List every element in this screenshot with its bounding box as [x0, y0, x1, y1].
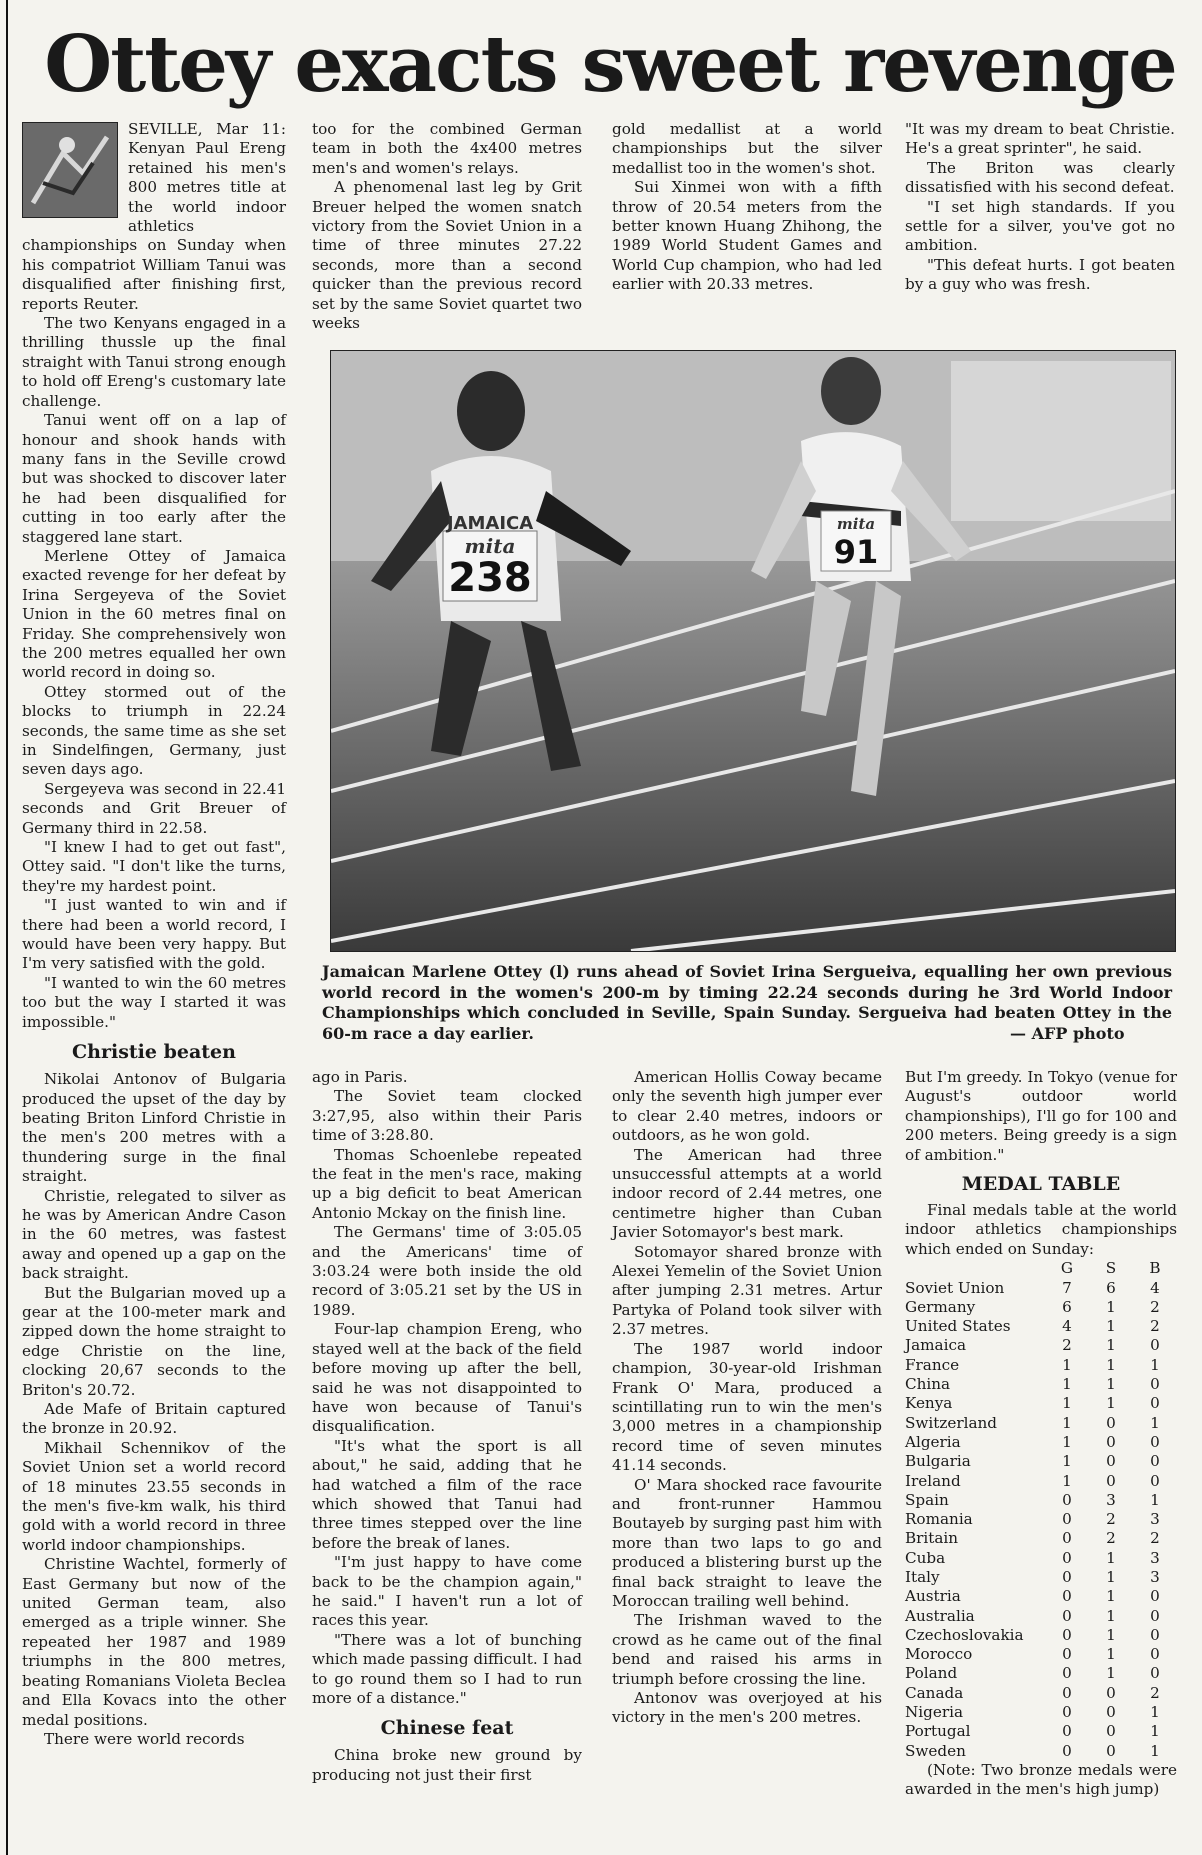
medal-bronze-count: 2 — [1150, 1683, 1160, 1702]
medal-silver-count: 2 — [1106, 1510, 1116, 1529]
medal-bronze-count: 3 — [1150, 1510, 1160, 1529]
column-2-bottom — [312, 1068, 582, 1785]
medal-gold-count: 7 — [1062, 1278, 1072, 1297]
medal-silver-count: 1 — [1106, 1568, 1116, 1586]
article-paragraph: Merlene Ottey of Jamaica exacted revenge for her defeat by Irina Sergeyeva of the Soviet Union in the 60 metres final on Friday. She comprehensively won the 200 metres equalled her own world record in doing so. — [22, 546, 286, 682]
medal-country: Soviet Union — [905, 1278, 1005, 1297]
article-paragraph: But the Bulgarian moved up a gear at the 100-meter mark and zipped down the home straight to edge Christie on the line, clocking 20,67 seconds to the Briton's 20.72. — [22, 1283, 286, 1399]
medal-bronze-count: 1 — [1150, 1703, 1160, 1722]
medal-country: Kenya — [905, 1394, 953, 1413]
medal-silver-count: 0 — [1106, 1432, 1116, 1451]
bib-left-sponsor: mita — [464, 534, 516, 558]
medal-gold-count: 0 — [1062, 1548, 1072, 1567]
article-paragraph: A phenomenal last leg by Grit Breuer helped the women snatch victory from the Soviet Union in a time of three minutes 27.22 seconds, more than a second quicker than the previous record set by the same Soviet quartet two weeks — [312, 178, 582, 333]
article-paragraph: There were world records — [44, 1729, 245, 1748]
medal-country: France — [905, 1355, 960, 1374]
medal-table-body — [905, 1279, 1177, 1761]
medal-country: Sweden — [905, 1741, 966, 1760]
article-paragraph: Tanui went off on a lap of honour and shook hands with many fans in the Seville crowd but was shocked to discover later he had been disqualified for cutting in too early after the staggered lane start. — [22, 411, 286, 546]
medal-silver-count: 1 — [1106, 1664, 1116, 1683]
article-paragraph: "I just wanted to win and if there had been a world record, I would have been very happy. But I'm very satisfied with the gold. — [22, 896, 286, 973]
article-paragraph: "I knew I had to get out fast", Ottey said. "I don't like the turns, they're my hardest point. — [22, 838, 286, 895]
article-paragraph: Ade Mafe of Britain captured the bronze in 20.92. — [22, 1400, 286, 1438]
medal-header-gold: G — [1060, 1259, 1074, 1278]
medal-country: Jamaica — [905, 1336, 967, 1355]
medal-country: Portugal — [905, 1722, 971, 1741]
subheading-christie-beaten: Christie beaten — [72, 1041, 236, 1064]
medal-country: China — [905, 1375, 951, 1394]
athletics-logo-icon — [22, 122, 118, 218]
medal-silver-count: 0 — [1106, 1722, 1116, 1741]
medal-bronze-count: 0 — [1150, 1452, 1160, 1471]
medal-silver-count: 1 — [1106, 1606, 1116, 1625]
medal-bronze-count: 1 — [1150, 1355, 1160, 1374]
medal-bronze-count: 0 — [1150, 1587, 1160, 1606]
medal-country: Czechoslovakia — [905, 1625, 1024, 1644]
article-paragraph: "This defeat hurts. I got beaten by a guy who was fresh. — [905, 255, 1175, 294]
medal-bronze-count: 0 — [1150, 1375, 1160, 1394]
medal-silver-count: 0 — [1106, 1452, 1116, 1471]
bib-right-sponsor: mita — [836, 515, 876, 533]
medal-country: Switzerland — [905, 1413, 998, 1432]
medal-gold-count: 1 — [1062, 1413, 1072, 1432]
column-4-bottom — [905, 1068, 1177, 1800]
medal-table-row — [905, 1317, 1177, 1336]
medal-bronze-count: 0 — [1150, 1394, 1160, 1413]
medal-country: Australia — [905, 1606, 975, 1625]
medal-gold-count: 0 — [1062, 1741, 1072, 1760]
medal-gold-count: 0 — [1062, 1703, 1072, 1722]
article-paragraph: Four-lap champion Ereng, who stayed well at the back of the field before moving up after the bell, said he was not disappointed to have won because of Tanui's disqualification. — [312, 1320, 582, 1436]
medal-table-row — [905, 1336, 1177, 1355]
medal-silver-count: 0 — [1106, 1471, 1116, 1490]
column-2-top — [312, 120, 582, 333]
medal-bronze-count: 1 — [1150, 1722, 1160, 1741]
article-paragraph: Sotomayor shared bronze with Alexei Yemelin of the Soviet Union after jumping 2.31 metres. Artur Partyka of Poland took silver with 2.37 metres. — [612, 1242, 882, 1339]
medal-bronze-count: 1 — [1150, 1741, 1160, 1760]
article-paragraph: ago in Paris. — [312, 1068, 408, 1086]
article-paragraph: O' Mara shocked race favourite and front-runner Hammou Boutayeb by surging past him with more than two laps to go and produced a blistering burst up the final back straight to leave the Moroccan trailing well behind. — [612, 1475, 882, 1610]
medal-country: Italy — [905, 1568, 940, 1586]
article-paragraph: Sergeyeva was second in 22.41 seconds and Grit Breuer of Germany third in 22.58. — [22, 779, 286, 837]
medal-country: Nigeria — [905, 1703, 964, 1722]
medal-gold-count: 0 — [1062, 1625, 1072, 1644]
medal-gold-count: 1 — [1062, 1355, 1072, 1374]
medal-country: Ireland — [905, 1471, 961, 1490]
medal-silver-count: 1 — [1106, 1317, 1116, 1336]
medal-silver-count: 1 — [1106, 1645, 1116, 1664]
column-3-top — [612, 120, 882, 295]
medal-bronze-count: 0 — [1150, 1471, 1160, 1490]
race-photo-illustration — [331, 351, 1175, 951]
medal-silver-count: 3 — [1106, 1490, 1116, 1509]
medal-gold-count: 1 — [1062, 1394, 1072, 1413]
article-paragraph: Sui Xinmei won with a fifth throw of 20.54 meters from the better known Huang Zhihong, the 1989 World Student Games and World Cup champion, who had led earlier with 20.33 metres. — [612, 178, 882, 294]
article-paragraph: too for the combined German team in both the 4x400 metres men's and women's relays. — [312, 120, 582, 177]
column-1 — [22, 120, 286, 1749]
medal-country: United States — [905, 1317, 1011, 1336]
medal-table-title: MEDAL TABLE — [961, 1173, 1121, 1196]
article-paragraph: Thomas Schoenlebe repeated the feat in the men's race, making up a big deficit to beat American Antonio Mckay on the finish line. — [312, 1145, 582, 1222]
column-4-top — [905, 120, 1175, 295]
medal-bronze-count: 0 — [1150, 1645, 1160, 1664]
medal-bronze-count: 1 — [1150, 1490, 1160, 1509]
medal-table-row — [905, 1568, 1177, 1587]
race-photo — [330, 350, 1176, 952]
medal-country: Poland — [905, 1664, 958, 1683]
medal-country: Bulgaria — [905, 1452, 971, 1471]
medal-table-row — [905, 1510, 1177, 1529]
medal-gold-count: 1 — [1062, 1471, 1072, 1490]
medal-silver-count: 0 — [1106, 1683, 1116, 1702]
medal-bronze-count: 1 — [1150, 1413, 1160, 1432]
medal-gold-count: 0 — [1062, 1606, 1072, 1625]
medal-table-row — [905, 1375, 1177, 1394]
medal-country: Morocco — [905, 1645, 973, 1664]
medal-table-row — [905, 1529, 1177, 1548]
medal-silver-count: 2 — [1106, 1529, 1116, 1548]
article-paragraph: American Hollis Coway became only the seventh high jumper ever to clear 2.40 metres, indoors or outdoors, as he won gold. — [612, 1068, 882, 1145]
medal-silver-count: 1 — [1106, 1625, 1116, 1644]
medal-table-row — [905, 1587, 1177, 1606]
medal-header-silver: S — [1105, 1259, 1117, 1278]
article-paragraph: "I wanted to win the 60 metres too but the way I started it was impossible." — [22, 973, 286, 1031]
medal-silver-count: 1 — [1106, 1297, 1116, 1316]
article-paragraph: The Briton was clearly dissatisfied with his second defeat. — [905, 158, 1175, 197]
left-column-rule — [6, 0, 8, 1855]
medal-bronze-count: 3 — [1150, 1568, 1160, 1586]
article-paragraph: The 1987 world indoor champion, 30-year-old Irishman Frank O' Mara, produced a scintillating run to win the men's 3,000 metres in a championship record time of seven minutes 41.14 seconds. — [612, 1339, 882, 1475]
medal-gold-count: 0 — [1062, 1587, 1072, 1606]
medal-silver-count: 1 — [1106, 1548, 1116, 1567]
medal-gold-count: 0 — [1062, 1568, 1072, 1586]
article-paragraph: The two Kenyans engaged in a thrilling thussle up the final straight with Tanui strong enough to hold off Ereng's customary late challenge. — [22, 314, 286, 410]
medal-silver-count: 1 — [1106, 1587, 1116, 1606]
article-paragraph: The Irishman waved to the crowd as he came out of the final bend and raised his arms in triumph before crossing the line. — [612, 1611, 882, 1688]
medal-gold-count: 4 — [1062, 1317, 1072, 1336]
medal-silver-count: 0 — [1106, 1703, 1116, 1722]
article-paragraph: "I'm just happy to have come back to be the champion again," he said." I haven't run a lot of races this year. — [312, 1553, 582, 1630]
column-3-bottom — [612, 1068, 882, 1728]
medal-header-country — [905, 1259, 1045, 1278]
medal-country: Canada — [905, 1683, 964, 1702]
article-paragraph: The Soviet team clocked 3:27,95, also within their Paris time of 3:28.80. — [312, 1087, 582, 1145]
medal-gold-count: 0 — [1062, 1510, 1072, 1529]
article-paragraph: SEVILLE, Mar 11: Kenyan Paul Ereng retained his men's 800 metres title at the world indoor athletics championships on Sunday when his compatriot William Tanui was disqualified after finishing first, reports Reuter. — [22, 120, 286, 313]
article-paragraph: China broke new ground by producing not just their first — [312, 1746, 582, 1784]
medal-silver-count: 0 — [1106, 1741, 1116, 1760]
article-paragraph: Ottey stormed out of the blocks to triumph in 22.24 seconds, the same time as she set in Sindelfingen, Germany, just seven days ago. — [22, 682, 286, 779]
medal-table-row — [905, 1472, 1177, 1491]
medal-table-note: (Note: Two bronze medals were awarded in the men's high jump) — [905, 1760, 1177, 1799]
medal-silver-count: 0 — [1106, 1413, 1116, 1432]
medal-bronze-count: 0 — [1150, 1606, 1160, 1625]
medal-gold-count: 0 — [1062, 1664, 1072, 1683]
medal-table-row — [905, 1433, 1177, 1452]
medal-table — [905, 1259, 1177, 1761]
medal-table-row — [905, 1703, 1177, 1722]
article-paragraph: gold medallist at a world championships but the silver medallist too in the women's shot. — [612, 120, 882, 177]
medal-silver-count: 1 — [1106, 1375, 1116, 1394]
medal-header-bronze: B — [1149, 1259, 1161, 1278]
medal-bronze-count: 0 — [1150, 1625, 1160, 1644]
medal-silver-count: 1 — [1106, 1336, 1116, 1355]
article-paragraph: The American had three unsuccessful attempts at a world indoor record of 2.44 metres, one centimetre higher than Cuban Javier Sotomayor's best mark. — [612, 1145, 882, 1242]
medal-gold-count: 0 — [1062, 1645, 1072, 1664]
medal-country: Spain — [905, 1490, 949, 1509]
article-paragraph: Christine Wachtel, formerly of East Germany but now of the united German team, also emerged as a triple winner. She repeated her 1987 and 1989 triumphs in the 800 metres, beating Romanians Violeta Beclea and Ella Kovacs into the other medal positions. — [22, 1555, 286, 1729]
medal-gold-count: 1 — [1062, 1452, 1072, 1471]
medal-bronze-count: 0 — [1150, 1664, 1160, 1683]
medal-country: Britain — [905, 1529, 959, 1548]
medal-table-row — [905, 1491, 1177, 1510]
medal-table-intro: Final medals table at the world indoor athletics championships which ended on Sunday: — [905, 1201, 1177, 1258]
medal-table-row — [905, 1394, 1177, 1413]
medal-country: Algeria — [905, 1432, 961, 1451]
bib-right-number: 91 — [833, 533, 879, 571]
medal-table-row — [905, 1722, 1177, 1741]
medal-gold-count: 0 — [1062, 1683, 1072, 1702]
medal-bronze-count: 2 — [1150, 1297, 1160, 1316]
medal-country: Romania — [905, 1510, 973, 1529]
medal-gold-count: 1 — [1062, 1375, 1072, 1394]
article-paragraph: Antonov was overjoyed at his victory in the men's 200 metres. — [612, 1689, 882, 1727]
medal-gold-count: 0 — [1062, 1722, 1072, 1741]
medal-table-row — [905, 1279, 1177, 1298]
bib-left-number: 238 — [448, 555, 532, 601]
article-paragraph: "I set high standards. If you settle for a silver, you've got no ambition. — [905, 197, 1175, 255]
medal-silver-count: 1 — [1106, 1355, 1116, 1374]
medal-gold-count: 0 — [1062, 1529, 1072, 1548]
medal-table-row — [905, 1742, 1177, 1761]
medal-table-row — [905, 1626, 1177, 1645]
medal-table-row — [905, 1549, 1177, 1568]
medal-table-row — [905, 1414, 1177, 1433]
article-paragraph: "It's what the sport is all about," he said, adding that he had watched a film of the race which showed that Tanui had three times stepped over the line before the break of lanes. — [312, 1436, 582, 1552]
medal-table-row — [905, 1684, 1177, 1703]
medal-table-row — [905, 1645, 1177, 1664]
medal-gold-count: 2 — [1062, 1336, 1072, 1355]
medal-table-row — [905, 1298, 1177, 1317]
medal-table-row — [905, 1356, 1177, 1375]
medal-gold-count: 6 — [1062, 1297, 1072, 1316]
medal-table-row — [905, 1664, 1177, 1683]
medal-table-header — [905, 1259, 1177, 1278]
medal-table-row — [905, 1452, 1177, 1471]
article-paragraph: Mikhail Schennikov of the Soviet Union set a world record of 18 minutes 23.55 seconds in the men's five-km walk, his third gold with a world record in three world indoor championships. — [22, 1438, 286, 1554]
medal-bronze-count: 4 — [1150, 1278, 1160, 1297]
article-paragraph: Christie, relegated to silver as he was by American Andre Cason in the 60 metres, was fastest away and opened up a gap on the back straight. — [22, 1186, 286, 1283]
photo-credit: — AFP photo — [1010, 1024, 1125, 1043]
subheading-chinese-feat: Chinese feat — [380, 1717, 514, 1740]
bib-left-team: JAMAICA — [446, 513, 534, 534]
medal-gold-count: 0 — [1062, 1490, 1072, 1509]
medal-country: Germany — [905, 1297, 976, 1316]
article-paragraph: But I'm greedy. In Tokyo (venue for August's outdoor world championships), I'll go for 100 and 200 meters. Being greedy is a sign of ambition." — [905, 1068, 1177, 1164]
medal-bronze-count: 0 — [1150, 1432, 1160, 1451]
article-paragraph: "It was my dream to beat Christie. He's a great sprinter", he said. — [905, 120, 1175, 158]
medal-bronze-count: 2 — [1150, 1529, 1160, 1548]
headline: Ottey exacts sweet revenge — [44, 19, 1176, 110]
medal-gold-count: 1 — [1062, 1432, 1072, 1451]
article-paragraph: The Germans' time of 3:05.05 and the Americans' time of 3:03.24 were both inside the old record of 3:05.21 set by the US in 1989. — [312, 1223, 582, 1319]
medal-country: Austria — [905, 1587, 961, 1606]
medal-table-row — [905, 1607, 1177, 1626]
medal-country: Cuba — [905, 1548, 946, 1567]
medal-silver-count: 1 — [1106, 1394, 1116, 1413]
article-paragraph: "There was a lot of bunching which made passing difficult. I had to go round them so I had to run more of a distance." — [312, 1630, 582, 1707]
article-paragraph: Nikolai Antonov of Bulgaria produced the upset of the day by beating Briton Linford Christie in the men's 200 metres with a thundering surge in the final straight. — [22, 1070, 286, 1186]
medal-bronze-count: 3 — [1150, 1548, 1160, 1567]
medal-bronze-count: 0 — [1150, 1336, 1160, 1355]
medal-silver-count: 6 — [1106, 1278, 1116, 1297]
medal-bronze-count: 2 — [1150, 1317, 1160, 1336]
photo-caption: Jamaican Marlene Ottey (l) runs ahead of Soviet Irina Sergueiva, equalling her own previous world record in the women's 200-m by timing 22.24 seconds during he 3rd World Indoor Championships which concluded in Seville, Spain Sunday. Sergueiva had beaten Ottey in the 60-m race a day earlier. — [322, 962, 1172, 1043]
